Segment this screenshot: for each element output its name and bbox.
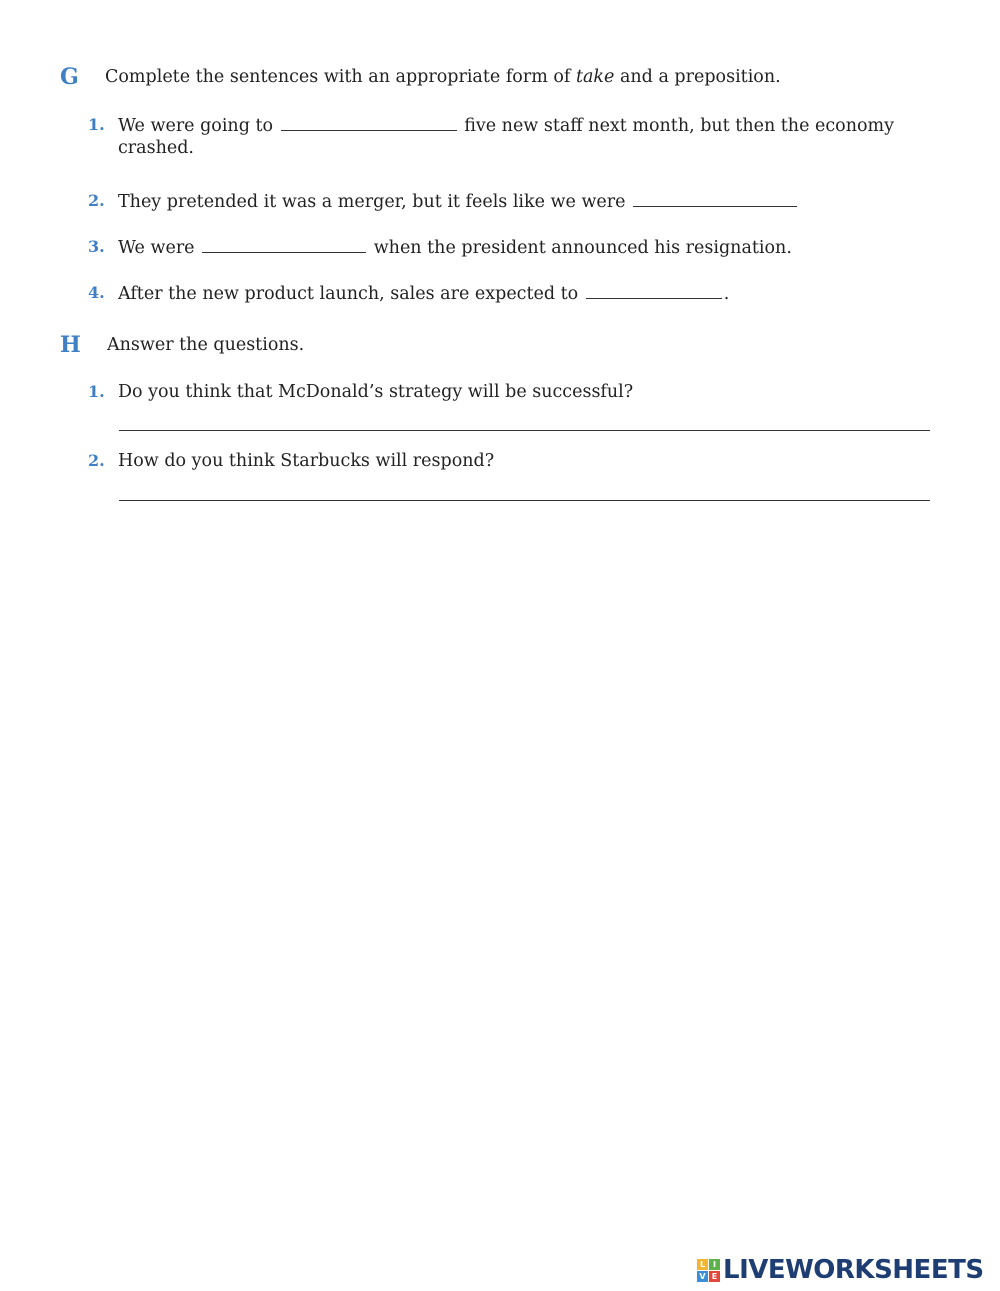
g-item-1 [118,114,894,159]
instruction-text-after: and a preposition. [619,67,781,87]
g-item-4-blank[interactable] [586,282,722,299]
g-item-2 [118,190,799,213]
instruction-text-before: Complete the sentences with an appropriate form of [105,67,571,87]
g-item-4-number: 4. [88,283,105,302]
logo-mark-v: V [697,1271,708,1282]
g-item-4-text-after: . [723,284,730,304]
section-g-letter: G [60,64,79,90]
h-item-1-number: 1. [88,382,105,401]
logo-mark-l: L [697,1259,708,1270]
g-item-3-blank[interactable] [202,236,366,253]
g-item-3-text-before: We were [118,238,195,258]
g-item-3-text-after: when the president announced his resignation. [373,238,792,258]
g-item-1-text-after: five new staff next month, but then the economy [464,116,894,136]
instruction-emphasis: take [575,67,615,87]
h-item-1-answer-line[interactable] [119,430,930,431]
g-item-3-number: 3. [88,237,105,256]
h-item-1-question: Do you think that McDonald’s strategy will be successful? [118,382,634,402]
g-item-1-blank[interactable] [281,114,457,131]
g-item-2-blank[interactable] [633,190,797,207]
liveworksheets-logo [697,1255,984,1285]
section-h-instruction: Answer the questions. [107,335,305,355]
section-h-letter: H [60,332,81,358]
g-item-2-text-before: They pretended it was a merger, but it feels like we were [118,192,626,212]
logo-text: LIVEWORKSHEETS [723,1255,984,1285]
g-item-1-continuation: crashed. [118,138,194,158]
g-item-4 [118,282,729,305]
h-item-2-question: How do you think Starbucks will respond? [118,451,495,471]
g-item-3 [118,236,792,259]
g-item-1-text-before: We were going to [118,116,274,136]
h-item-2-answer-line[interactable] [119,500,930,501]
g-item-4-text-before: After the new product launch, sales are expected to [118,284,579,304]
g-item-2-number: 2. [88,191,105,210]
logo-mark-i: I [709,1259,720,1270]
g-item-1-number: 1. [88,115,105,134]
logo-mark-e: E [709,1271,720,1282]
section-g-instruction [105,66,781,88]
h-item-2-number: 2. [88,451,105,470]
logo-mark-icon [697,1259,720,1282]
